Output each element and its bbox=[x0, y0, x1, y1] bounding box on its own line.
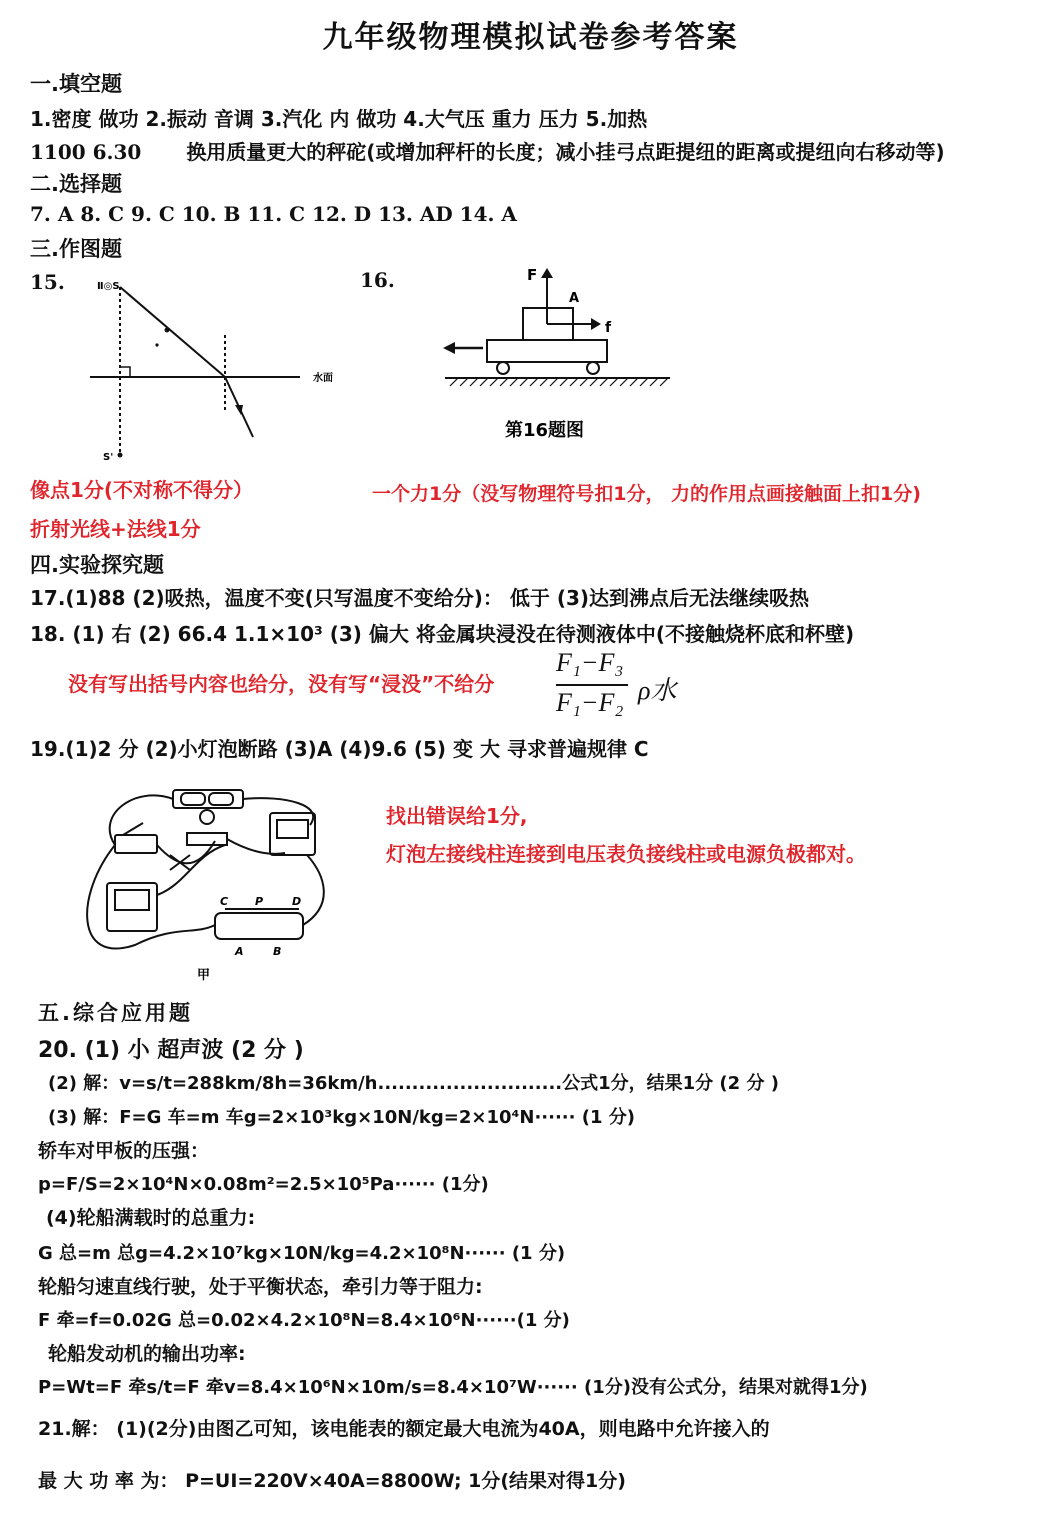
terminal-C: C bbox=[220, 895, 229, 908]
answer-line-6 bbox=[30, 136, 945, 165]
answer-18: 18. (1) 右 (2) 66.4 1.1×10³ (3) 偏大 将金属块浸没在待测液体中(不接触烧杯底和杯壁) bbox=[30, 622, 855, 646]
section-heading-choice: 二.选择题 bbox=[30, 172, 122, 196]
answer-20-4-balance: 轮船匀速直线行驶，处于平衡状态，牵引力等于阻力: bbox=[38, 1276, 483, 1298]
force-F-label: F bbox=[527, 266, 538, 284]
answer-20-4-label: (4)轮船满载时的总重力: bbox=[46, 1207, 256, 1229]
section-heading-experiment: 四.实验探究题 bbox=[30, 553, 164, 577]
formula-denominator: F₁−F₂ bbox=[556, 688, 624, 717]
section-heading-drawing: 三.作图题 bbox=[30, 237, 122, 261]
answer-20-3-pressure: p=F/S=2×10⁴N×0.08m²=2.5×10⁵Pa······ (1分) bbox=[38, 1174, 489, 1195]
choice-answers: 7. A 8. C 9. C 10. B 11. C 12. D 13. AD 14. A bbox=[30, 202, 517, 226]
question-16-label: 16. bbox=[360, 268, 395, 292]
answer-20-2: (2) 解：v=s/t=288km/8h=36km/h...........................公式1分，结果1分 (2 分 ) bbox=[48, 1073, 779, 1094]
answer-21-1-result: 最 大 功 率 为： P=UI=220V×40A=8800W; 1分(结果对得1分) bbox=[38, 1470, 626, 1492]
fraction-bar bbox=[556, 683, 630, 687]
answer-20-4-gravity: G 总=m 总g=4.2×10⁷kg×10N/kg=4.2×10⁸N······ (1 分) bbox=[38, 1243, 566, 1264]
answer-20-1: 20. (1) 小 超声波 (2 分 ) bbox=[38, 1038, 304, 1063]
answer-values: 1100 6.30 bbox=[30, 140, 142, 164]
page-title: 九年级物理模拟试卷参考答案 bbox=[322, 20, 739, 55]
terminal-D: D bbox=[292, 895, 302, 908]
scoring-note-19-a: 找出错误给1分, bbox=[386, 804, 528, 828]
scoring-note-force: 一个力1分（没写物理符号扣1分， 力的作用点画接触面上扣1分) bbox=[372, 483, 921, 505]
answer-19: 19.(1)2 分 (2)小灯泡断路 (3)A (4)9.6 (5) 变 大 寻求普遍规律 C bbox=[30, 737, 649, 761]
answer-20-3: (3) 解：F=G 车=m 车g=2×10³kg×10N/kg=2×10⁴N······ (1 分) bbox=[48, 1107, 635, 1128]
section-heading-fill-blank: 一.填空题 bbox=[30, 72, 122, 96]
answer-line-1-5: 1.密度 做功 2.振动 音调 3.汽化 内 做功 4.大气压 重力 压力 5.加热 bbox=[30, 107, 648, 131]
terminal-A: A bbox=[235, 945, 244, 958]
answer-text: 换用质量更大的秤砣(或增加秤杆的长度；减小挂弓点距提纽的距离或提纽向右移动等) bbox=[186, 140, 945, 164]
scoring-note-refraction: 折射光线+法线1分 bbox=[30, 517, 201, 541]
answer-20-3-pressure-label: 轿车对甲板的压强： bbox=[38, 1140, 210, 1162]
figure-15-refraction bbox=[85, 275, 345, 465]
terminal-B: B bbox=[273, 945, 282, 958]
figure-16-forces bbox=[435, 260, 685, 450]
axis-label: 水面 bbox=[313, 373, 333, 384]
answer-21-1: 21.解： (1)(2分)由图乙可知，该电能表的额定最大电流为40A，则电路中允许接入的 bbox=[38, 1418, 770, 1440]
formula-numerator: F₁−F₃ bbox=[556, 648, 624, 677]
scoring-note-19-b: 灯泡左接线柱连接到电压表负接线柱或电源负极都对。 bbox=[386, 842, 866, 866]
image-label: S' bbox=[103, 452, 114, 463]
section-heading-application: 五.综合应用题 bbox=[38, 1001, 193, 1025]
formula-density-water: ρ水 bbox=[638, 676, 677, 705]
answer-20-4-power: P=Wt=F 牵s/t=F 牵v=8.4×10⁶N×10m/s=8.4×10⁷W······ (1分)没有公式分，结果对就得1分) bbox=[38, 1377, 868, 1398]
slider-P: P bbox=[255, 895, 264, 908]
question-15-label: 15. bbox=[30, 270, 65, 294]
friction-label: f bbox=[605, 320, 612, 336]
scoring-note-image-point: 像点1分(不对称不得分） bbox=[30, 478, 254, 502]
answer-20-4-traction: F 牵=f=0.02G 总=0.02×4.2×10⁸N=8.4×10⁶N······(1 分) bbox=[38, 1310, 570, 1331]
figure-jia-caption: 甲 bbox=[197, 968, 211, 983]
answer-17: 17.(1)88 (2)吸热，温度不变(只写温度不变给分)： 低于 (3)达到沸点后无法继续吸热 bbox=[30, 586, 810, 610]
answer-20-4-power-label: 轮船发动机的输出功率: bbox=[48, 1343, 246, 1365]
scoring-note-18: 没有写出括号内容也给分，没有写“浸没”不给分 bbox=[68, 672, 495, 696]
source-label: Ⅱ◎S bbox=[97, 281, 120, 292]
figure-16-caption: 第16题图 bbox=[505, 420, 585, 441]
point-A-label: A bbox=[569, 291, 580, 306]
figure-19-circuit bbox=[75, 775, 345, 985]
